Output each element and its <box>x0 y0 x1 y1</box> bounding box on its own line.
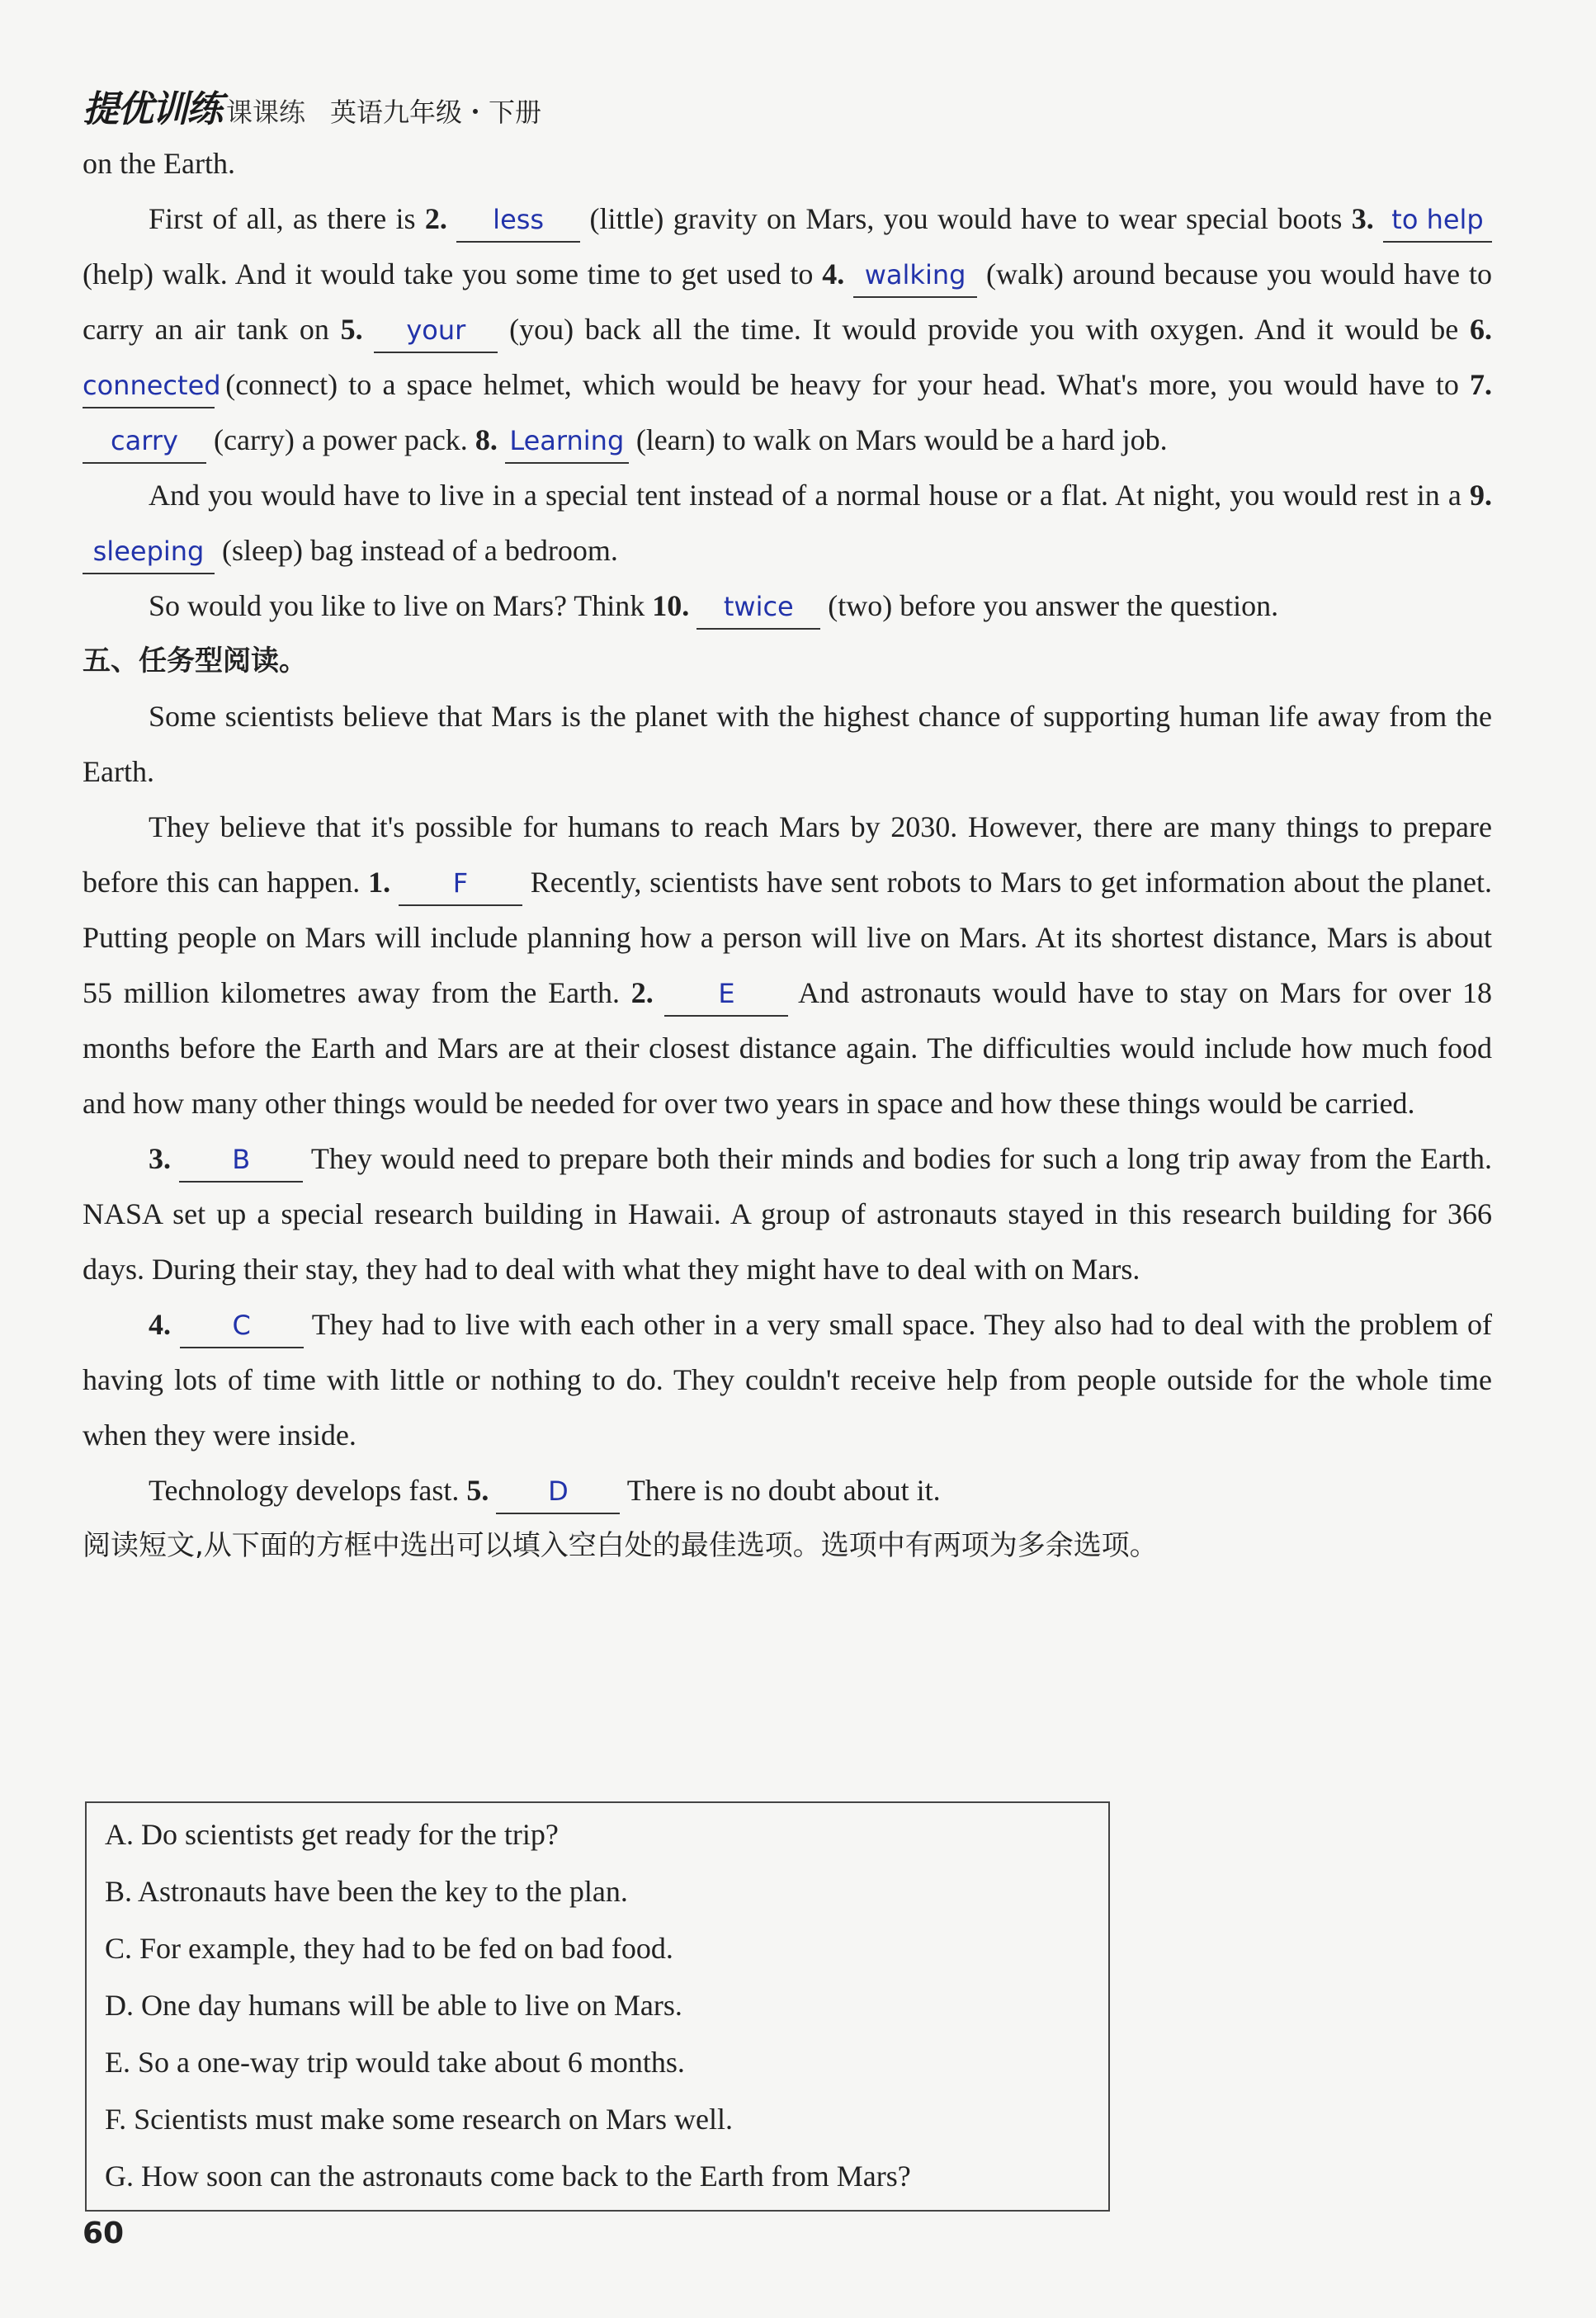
text-span: Technology develops fast. <box>149 1474 460 1507</box>
question-number: 1. <box>368 866 391 899</box>
question-number: 4. <box>822 257 845 290</box>
question-number: 3. <box>1351 202 1374 235</box>
answer-text: C <box>232 1310 251 1341</box>
answer-text: carry <box>111 425 178 456</box>
text-span: And astronauts would have to stay on Mars for over 18 months before the Earth and Mars are at their closest distance again. The difficulties would include how much food and how many other things would be needed for over two years in space and how these things would be carried. <box>83 976 1492 1120</box>
series-name: 课课练 <box>226 97 306 128</box>
text-span: They believe that it's possible for humans to reach Mars by 2030. However, there are many things to prepare before this can happen. <box>83 810 1492 899</box>
option-f: F. Scientists must make some research on Mars well. <box>105 2103 733 2136</box>
question-number: 2. <box>630 976 654 1009</box>
answer-text: Learning <box>509 425 625 456</box>
question-number: 4. <box>149 1308 171 1341</box>
question-number: 5. <box>340 313 363 346</box>
passage1-paragraph1 <box>83 191 1492 468</box>
text-span: (connect) to a space helmet, which would be heavy for your head. What's more, you would have to <box>225 368 1459 401</box>
text-span: (sleep) bag instead of a bedroom. <box>222 534 618 567</box>
instruction-text: 阅读短文,从下面的方框中选出可以填入空白处的最佳选项。选项中有两项为多余选项。 <box>83 1529 1158 1562</box>
option-d: D. One day humans will be able to live on Mars. <box>105 1989 682 2022</box>
text-span: And you would have to live in a special tent instead of a normal house or a flat. At night, you would rest in a <box>149 479 1461 512</box>
answer-blank <box>696 592 820 630</box>
text-span: (two) before you answer the question. <box>828 589 1279 622</box>
passage1-paragraph3 <box>83 578 1492 634</box>
text-span: (you) back all the time. It would provide you with oxygen. And it would be <box>509 313 1459 346</box>
options-box <box>85 1801 1110 2212</box>
page-number: 60 <box>83 2216 125 2250</box>
section5-paragraph4 <box>83 1297 1492 1463</box>
answer-text: sleeping <box>92 536 205 567</box>
text-span: First of all, as there is <box>149 202 416 235</box>
question-number: 6. <box>1470 313 1493 346</box>
answer-text: E <box>718 978 735 1009</box>
question-number: 9. <box>1470 479 1492 512</box>
answer-text: connected <box>83 370 221 401</box>
question-number: 5. <box>466 1474 489 1507</box>
text-span: (carry) a power pack. <box>214 423 468 456</box>
section5-paragraph5 <box>83 1463 1492 1518</box>
brand-logo: 提优训练 <box>83 88 221 130</box>
answer-text: D <box>548 1475 569 1507</box>
section5-paragraph3 <box>83 1131 1492 1297</box>
text-span: They would need to prepare both their minds and bodies for such a long trip away from the Earth. NASA set up a special research building in Hawaii. A group of astronauts stayed in this research building for 366 days. During their stay, they had to deal with what they might have to deal with on Mars. <box>83 1142 1493 1286</box>
section-title: 五、任务型阅读。 <box>83 644 307 677</box>
answer-blank <box>505 426 629 464</box>
page-header <box>83 79 541 132</box>
answer-blank <box>83 370 221 408</box>
answer-blank <box>853 260 977 298</box>
answer-blank <box>374 315 498 353</box>
answer-text: twice <box>723 591 794 622</box>
section5-paragraph1: Some scientists believe that Mars is the planet with the highest chance of supporting human life away from the Earth. <box>83 700 1492 788</box>
option-a: A. Do scientists get ready for the trip? <box>105 1818 559 1851</box>
passage1-paragraph2 <box>83 468 1492 578</box>
answer-blank <box>180 1310 304 1348</box>
answer-text: to help <box>1391 204 1484 235</box>
question-number: 7. <box>1470 368 1493 401</box>
question-number: 10. <box>652 589 690 622</box>
option-c: C. For example, they had to be fed on bad food. <box>105 1932 673 1965</box>
answer-blank <box>399 868 522 906</box>
option-b: B. Astronauts have been the key to the plan. <box>105 1875 628 1908</box>
text-span: (learn) to walk on Mars would be a hard job. <box>635 423 1168 456</box>
passage1-line0: on the Earth. <box>83 147 235 180</box>
answer-text: your <box>406 314 466 346</box>
section5-paragraph2 <box>83 800 1492 1131</box>
option-g: G. How soon can the astronauts come back to the Earth from Mars? <box>105 2160 911 2193</box>
answer-text: less <box>493 204 545 235</box>
subject-title: 英语九年级・下册 <box>330 97 542 128</box>
text-span: (help) walk. And it would take you some time to get used to <box>83 257 814 290</box>
answer-blank <box>664 979 788 1017</box>
text-span: (little) gravity on Mars, you would have to wear special boots <box>589 202 1343 235</box>
text-span: There is no doubt about it. <box>626 1474 941 1507</box>
text-span: (walk) around because you would have to carry an air tank on <box>83 257 1493 346</box>
main-content <box>83 136 1492 1574</box>
answer-text: B <box>232 1144 251 1175</box>
answer-blank <box>179 1145 303 1183</box>
question-number: 3. <box>149 1142 171 1175</box>
answer-blank <box>496 1476 620 1514</box>
answer-blank <box>456 205 580 243</box>
text-span: So would you like to live on Mars? Think <box>149 589 645 622</box>
answer-text: F <box>452 867 469 899</box>
text-span: Recently, scientists have sent robots to Mars to get information about the planet. Putting people on Mars will include planning how a person will live on Mars. At its shortest distance, Mars is about 55 million kilometres away from the Earth. <box>83 866 1493 1009</box>
question-number: 2. <box>424 202 447 235</box>
answer-blank <box>1383 205 1492 243</box>
answer-blank <box>83 426 206 464</box>
answer-text: walking <box>864 259 966 290</box>
option-e: E. So a one-way trip would take about 6 months. <box>105 2046 685 2079</box>
text-span: They had to live with each other in a very small space. They also had to deal with the problem of having lots of time with little or nothing to do. They couldn't receive help from people outside for the whole time when they were inside. <box>83 1308 1493 1452</box>
answer-blank <box>83 536 215 574</box>
question-number: 8. <box>475 423 498 456</box>
